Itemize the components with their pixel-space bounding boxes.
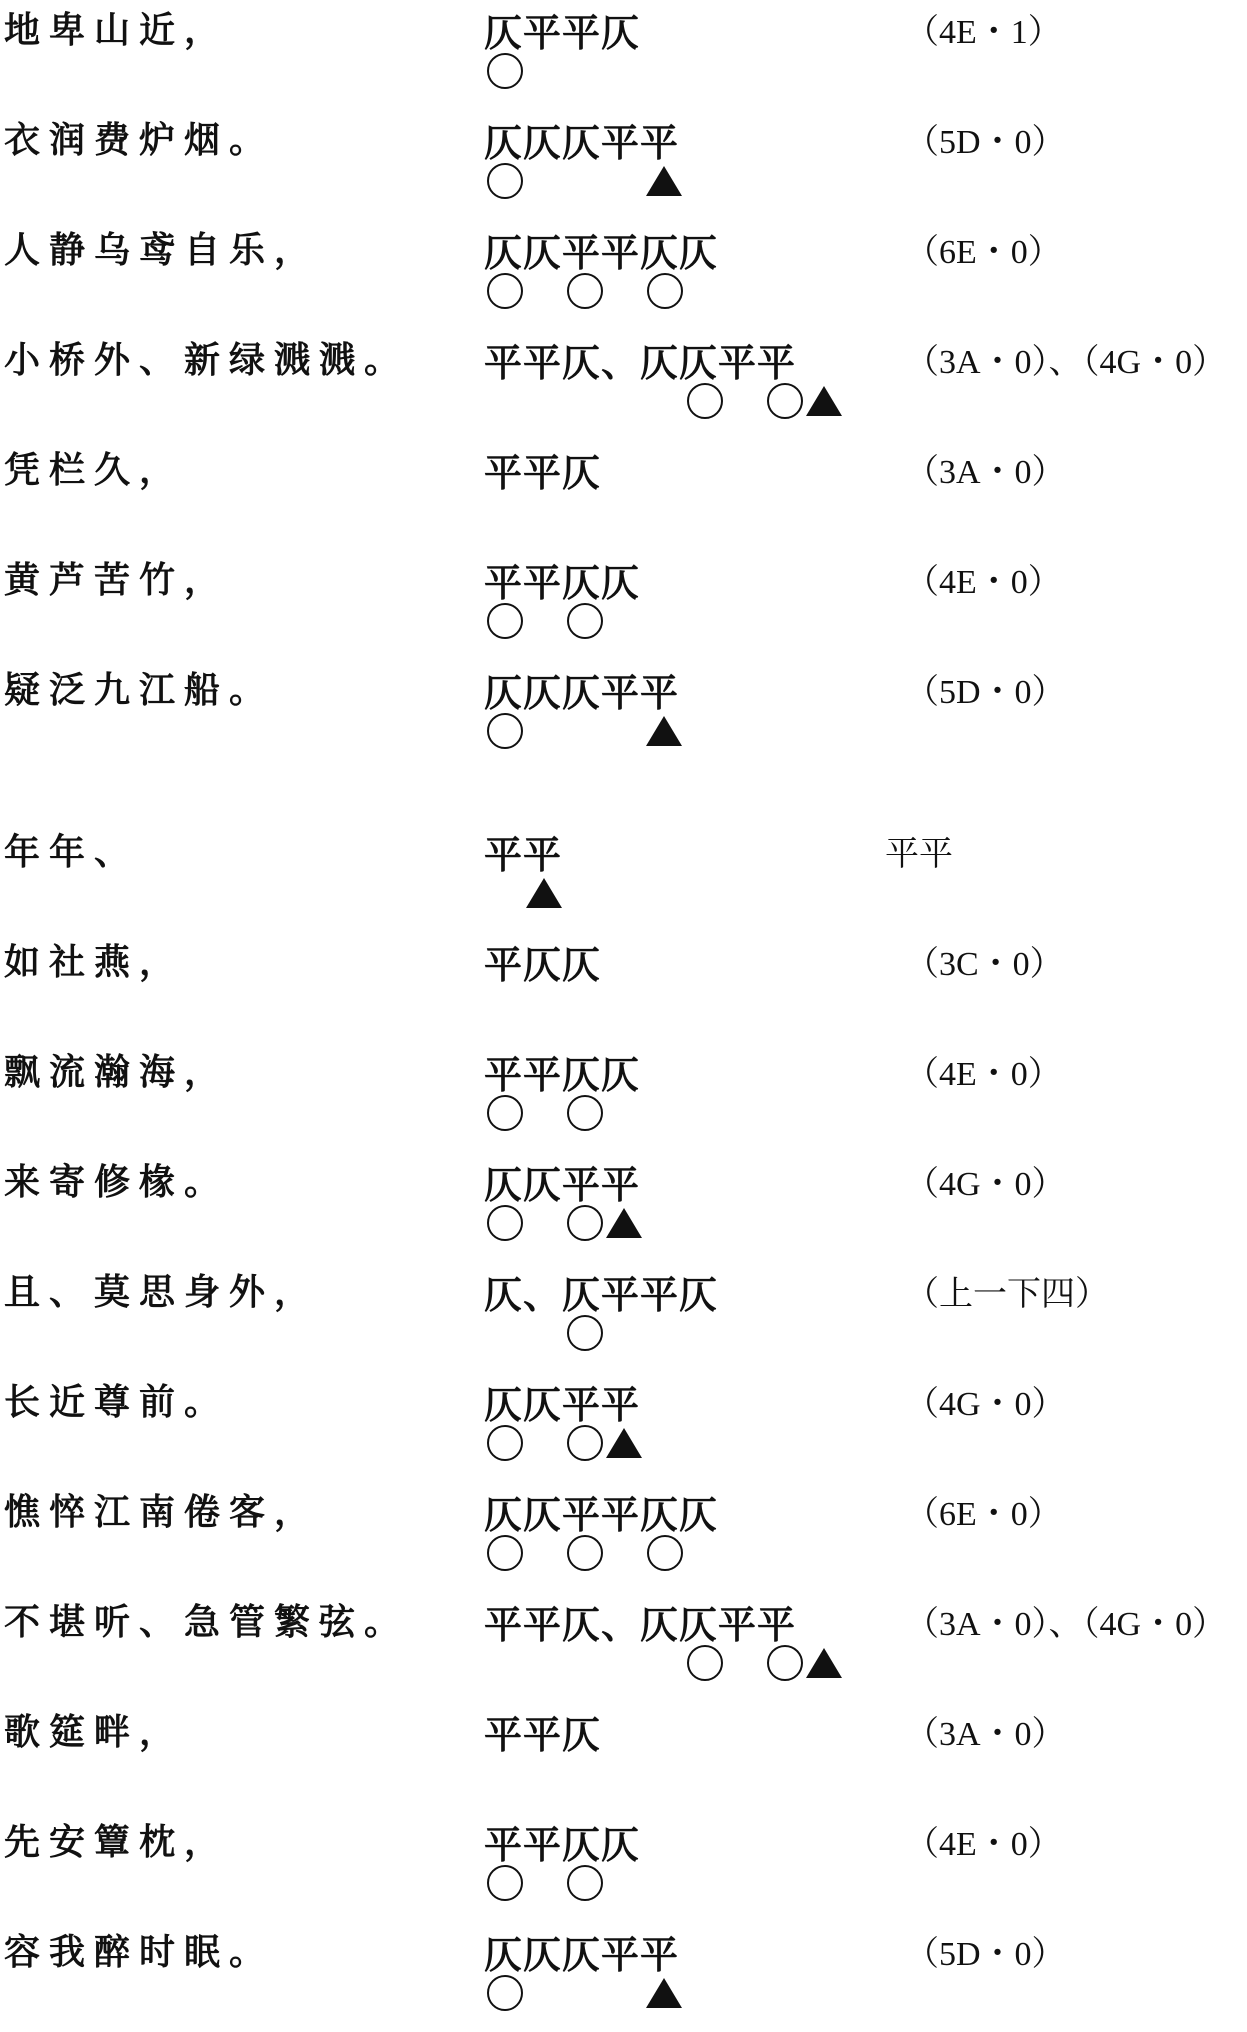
tone-pattern: 平仄仄 [484,942,602,987]
verse-line: 年年、 [4,831,140,873]
circle-mark-icon [484,1092,524,1132]
tone-pattern: 仄平平仄 [484,10,641,55]
verse-line: 长近尊前。 [4,1381,230,1423]
verse-line: 衣润费炉烟。 [4,119,275,161]
poem-row [0,1812,1247,1922]
circle-mark-icon [564,270,604,310]
poem-row [0,1372,1247,1482]
tone-pattern: 仄仄仄平平 [484,1932,680,1977]
circle-mark-icon [684,1642,724,1682]
circle-mark-icon [484,710,524,750]
circle-mark-icon [764,1642,804,1682]
meter-code: （4G・0） [905,1386,1066,1423]
circle-mark-icon [484,1532,524,1572]
tone-pattern: 平平仄仄 [484,560,641,605]
verse-line: 小桥外、新绿溅溅。 [4,339,410,381]
triangle-mark-icon [604,1422,644,1462]
poem-row [0,1592,1247,1702]
circle-mark-icon [484,50,524,90]
tone-pattern: 平平 [484,832,563,877]
verse-line: 凭栏久， [4,449,185,491]
meter-code: （3A・0）、（4G・0） [905,1606,1227,1643]
verse-line: 地卑山近， [4,9,230,51]
tone-pattern: 平平仄 [484,450,602,495]
triangle-mark-icon [804,1642,844,1682]
meter-code: （3C・0） [905,946,1064,983]
verse-line: 人静乌鸢自乐， [4,229,320,271]
circle-mark-icon [484,160,524,200]
verse-line: 黄芦苦竹， [4,559,230,601]
tone-pattern: 仄、仄平平仄 [484,1272,719,1317]
circle-mark-icon [644,270,684,310]
tone-pattern: 平平仄仄 [484,1052,641,1097]
verse-line: 飘流瀚海， [4,1051,230,1093]
meter-code: （6E・0） [905,234,1062,271]
meter-code: （6E・0） [905,1496,1062,1533]
meter-code: （5D・0） [905,1936,1066,1973]
poem-row [0,1152,1247,1262]
meter-code: （5D・0） [905,124,1066,161]
meter-code: （4E・0） [905,1056,1062,1093]
poem-row [0,822,1247,932]
tone-pattern: 仄仄平平 [484,1382,641,1427]
triangle-mark-icon [804,380,844,420]
tone-pattern: 平平仄、仄仄平平 [484,1602,797,1647]
verse-line: 疑泛九江船。 [4,669,275,711]
triangle-mark-icon [604,1202,644,1242]
verse-line: 不堪听、急管繁弦。 [4,1601,410,1643]
poem-row [0,0,1247,110]
tone-pattern: 平平仄 [484,1712,602,1757]
tone-pattern: 仄仄仄平平 [484,120,680,165]
triangle-mark-icon [524,872,564,912]
verse-line: 歌筵畔， [4,1711,185,1753]
tone-pattern: 仄仄仄平平 [484,670,680,715]
verse-line: 来寄修椽。 [4,1161,230,1203]
meter-code: （3A・0）、（4G・0） [905,344,1227,381]
circle-mark-icon [684,380,724,420]
meter-code: （3A・0） [905,454,1066,491]
circle-mark-icon [484,1422,524,1462]
circle-mark-icon [564,1092,604,1132]
tone-pattern: 仄仄平平 [484,1162,641,1207]
tone-pattern: 平平仄、仄仄平平 [484,340,797,385]
circle-mark-icon [484,270,524,310]
circle-mark-icon [484,1862,524,1902]
meter-code: （上一下四） [905,1276,1109,1313]
poem-row [0,330,1247,440]
meter-code: （4E・0） [905,1826,1062,1863]
meter-code: （4G・0） [905,1166,1066,1203]
poem-row [0,1482,1247,1592]
triangle-mark-icon [644,1972,684,2012]
triangle-mark-icon [644,710,684,750]
circle-mark-icon [644,1532,684,1572]
circle-mark-icon [484,1202,524,1242]
poem-row [0,660,1247,770]
circle-mark-icon [564,1862,604,1902]
verse-line: 且、莫思身外， [4,1271,320,1313]
circle-mark-icon [764,380,804,420]
circle-mark-icon [564,1422,604,1462]
meter-code: （3A・0） [905,1716,1066,1753]
meter-code: （4E・0） [905,564,1062,601]
triangle-mark-icon [644,160,684,200]
poem-row [0,550,1247,660]
poem-row [0,110,1247,220]
poem-row [0,1702,1247,1812]
circle-mark-icon [564,1312,604,1352]
circle-mark-icon [564,1532,604,1572]
tone-pattern: 平平仄仄 [484,1822,641,1867]
poem-row [0,1262,1247,1372]
verse-line: 先安簟枕， [4,1821,230,1863]
poem-row [0,1042,1247,1152]
poem-row [0,1922,1247,2032]
poem-row [0,440,1247,550]
verse-line: 容我醉时眠。 [4,1931,275,1973]
tone-pattern: 仄仄平平仄仄 [484,1492,719,1537]
verse-line: 憔悴江南倦客， [4,1491,320,1533]
meter-code: （4E・1） [905,14,1062,51]
circle-mark-icon [564,600,604,640]
tone-pattern: 仄仄平平仄仄 [484,230,719,275]
meter-code: 平平 [885,836,953,873]
circle-mark-icon [484,600,524,640]
circle-mark-icon [564,1202,604,1242]
verse-line: 如社燕， [4,941,185,983]
meter-code: （5D・0） [905,674,1066,711]
circle-mark-icon [484,1972,524,2012]
poem-row [0,220,1247,330]
poem-row [0,932,1247,1042]
